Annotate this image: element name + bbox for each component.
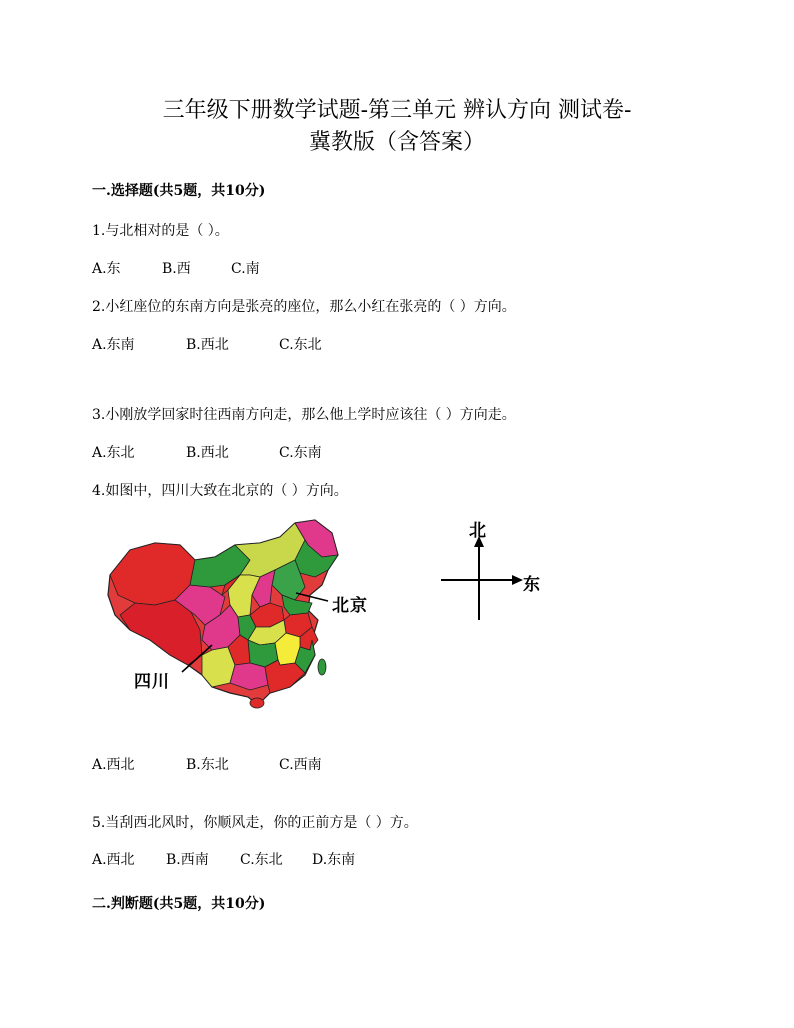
question-5-text: 5.当刮西北风时，你顺风走，你的正前方是（ ）方。 <box>92 815 418 831</box>
question-2-option-b: B.西北 <box>186 337 229 353</box>
question-4-option-b: B.东北 <box>186 757 229 773</box>
map-label-sichuan: 四川 <box>134 672 170 692</box>
china-map-figure <box>100 515 390 715</box>
question-3-text: 3.小刚放学回家时往西南方向走，那么他上学时应该往（ ）方向走。 <box>92 407 516 423</box>
compass-figure <box>435 520 555 630</box>
question-1-text: 1.与北相对的是（ ）。 <box>92 223 229 239</box>
compass-east-label: 东 <box>523 575 541 595</box>
question-3-option-c: C.东南 <box>279 445 322 461</box>
section-choice-heading: 一.选择题(共5题，共10分) <box>92 183 266 199</box>
question-5-option-b: B.西南 <box>166 852 209 868</box>
section-judgement-heading: 二.判断题(共5题，共10分) <box>92 896 266 912</box>
question-5-option-c: C.东北 <box>240 852 283 868</box>
question-2-option-a: A.东南 <box>92 337 135 353</box>
document-title-line1: 三年级下册数学试题-第三单元 辨认方向 测试卷- <box>162 98 632 123</box>
question-2-text: 2.小红座位的东南方向是张亮的座位，那么小红在张亮的（ ）方向。 <box>92 299 516 315</box>
compass-north-label: 北 <box>469 521 487 541</box>
question-4-text: 4.如图中，四川大致在北京的（ ）方向。 <box>92 483 348 499</box>
question-4-option-a: A.西北 <box>92 757 135 773</box>
question-1-option-a: A.东 <box>92 261 121 277</box>
question-4-option-c: C.西南 <box>279 757 322 773</box>
question-3-option-b: B.西北 <box>186 445 229 461</box>
question-5-option-a: A.西北 <box>92 852 135 868</box>
question-1-option-c: C.南 <box>231 261 260 277</box>
question-1-option-b: B.西 <box>162 261 191 277</box>
question-5-option-d: D.东南 <box>312 852 356 868</box>
document-title-line2: 冀教版（含答案） <box>308 130 485 155</box>
map-label-beijing: 北京 <box>332 596 368 616</box>
question-2-option-c: C.东北 <box>279 337 322 353</box>
question-3-option-a: A.东北 <box>92 445 135 461</box>
